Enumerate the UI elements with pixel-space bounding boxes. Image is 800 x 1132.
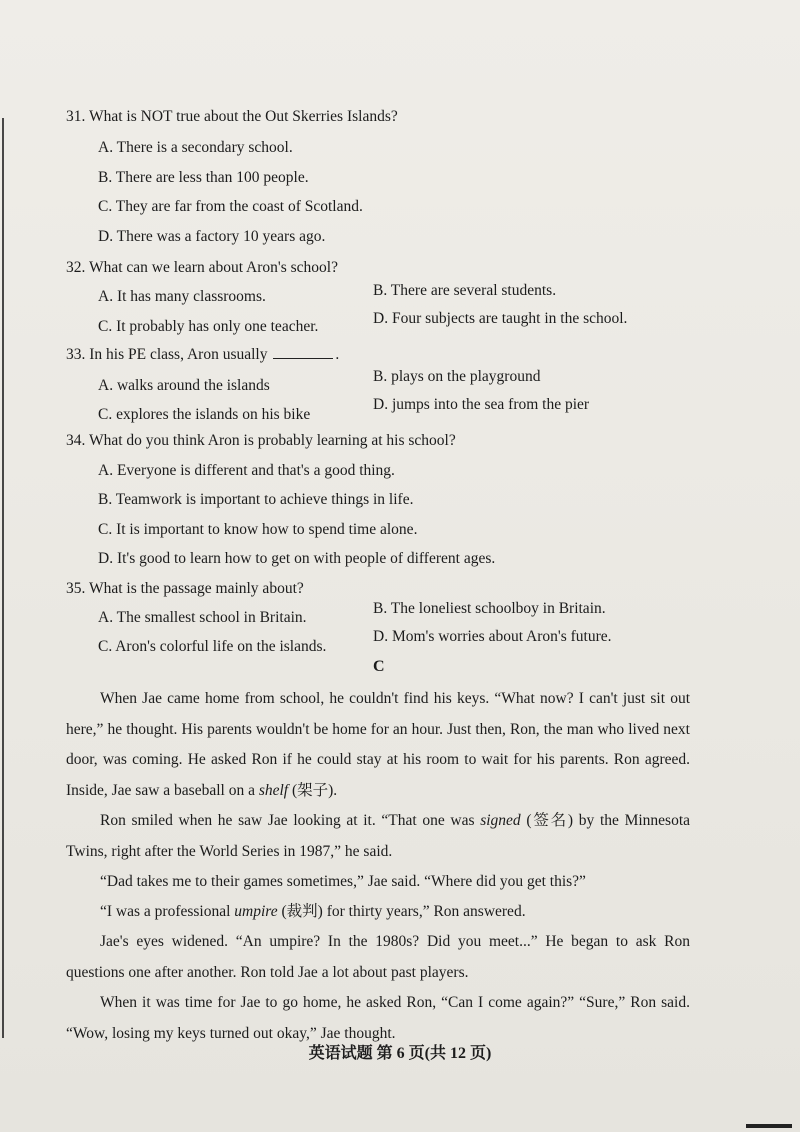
question-31-option-d: D. There was a factory 10 years ago. [98,228,326,245]
question-33-option-a: A. walks around the islands [98,377,270,394]
question-31-option-c: C. They are far from the coast of Scotland. [98,198,363,215]
question-35-option-d: D. Mom's worries about Aron's future. [373,628,612,645]
question-33-option-b: B. plays on the playground [373,368,541,385]
question-35-option-c: C. Aron's colorful life on the islands. [98,638,327,655]
passage-text: “I was a professional [100,903,235,920]
question-32-stem: 32. What can we learn about Aron's school? [66,259,338,276]
passage-text: Ron smiled when he saw Jae looking at it. “That one was [100,812,481,829]
passage-paragraph-1 [66,684,690,806]
question-35-option-b: B. The loneliest schoolboy in Britain. [373,600,606,617]
passage-paragraph-5: Jae's eyes widened. “An umpire? In the 1980s? Did you meet...” He began to ask Ron questions one after another. Ron told Jae a lot about past players. [66,933,690,981]
question-34-option-c: C. It is important to know how to spend time alone. [98,521,418,538]
question-33-stem-end: . [335,346,340,363]
section-c-heading: C [373,658,385,675]
answer-blank [273,346,333,359]
question-33-stem [66,346,339,364]
question-31-stem: 31. What is NOT true about the Out Skerries Islands? [66,108,398,125]
question-33-stem-text: 33. In his PE class, Aron usually [66,346,268,363]
question-35-option-a: A. The smallest school in Britain. [98,609,307,626]
glossed-word: shelf [258,781,289,799]
question-34-option-a: A. Everyone is different and that's a good thing. [98,462,395,479]
question-35-stem: 35. What is the passage mainly about? [66,580,304,597]
question-31-option-a: A. There is a secondary school. [98,139,293,156]
passage-paragraph-6: When it was time for Jae to go home, he asked Ron, “Can I come again?” “Sure,” Ron said. “Wow, losing my keys turned out okay,” Jae thought. [66,994,690,1042]
binding-line [2,118,4,1038]
question-34-option-d: D. It's good to learn how to get on with people of different ages. [98,550,496,567]
question-33-option-d: D. jumps into the sea from the pier [373,396,590,413]
passage-paragraph-4 [66,897,690,928]
glossed-word: umpire [234,903,278,920]
question-32-option-d: D. Four subjects are taught in the school. [373,310,628,327]
glossed-word: signed [480,812,521,829]
question-34-option-b: B. Teamwork is important to achieve things in life. [98,491,414,508]
gloss: (架子). [291,781,338,799]
page-footer: 英语试题 第 6 页(共 12 页) [308,1045,492,1062]
question-32-option-b: B. There are several students. [373,282,557,299]
question-33-option-c: C. explores the islands on his bike [98,406,311,423]
passage-text: (签名) by the Minnesota Twins, right after the World Series in 1987,” he said. [66,812,691,860]
passage-paragraph-2 [66,806,690,867]
question-31-option-b: B. There are less than 100 people. [98,169,309,186]
passage-text: When Jae came home from school, he couldn't find his keys. “What now? I can't just sit out here,” he thought. His parents wouldn't be home for an hour. Just then, Ron, the man who lived next door, was coming. He asked Ron if he could stay at his room to wait for his parents. Ron agreed. Inside, Jae saw a baseball on a [66,690,690,799]
passage-paragraph-3: “Dad takes me to their games sometimes,” Jae said. “Where did you get this?” [100,873,586,890]
passage-text: (裁判) for thirty years,” Ron answered. [277,903,526,920]
question-34-stem: 34. What do you think Aron is probably learning at his school? [66,432,456,449]
question-32-option-a: A. It has many classrooms. [98,288,266,305]
edge-mark [746,1124,792,1128]
question-32-option-c: C. It probably has only one teacher. [98,318,319,335]
